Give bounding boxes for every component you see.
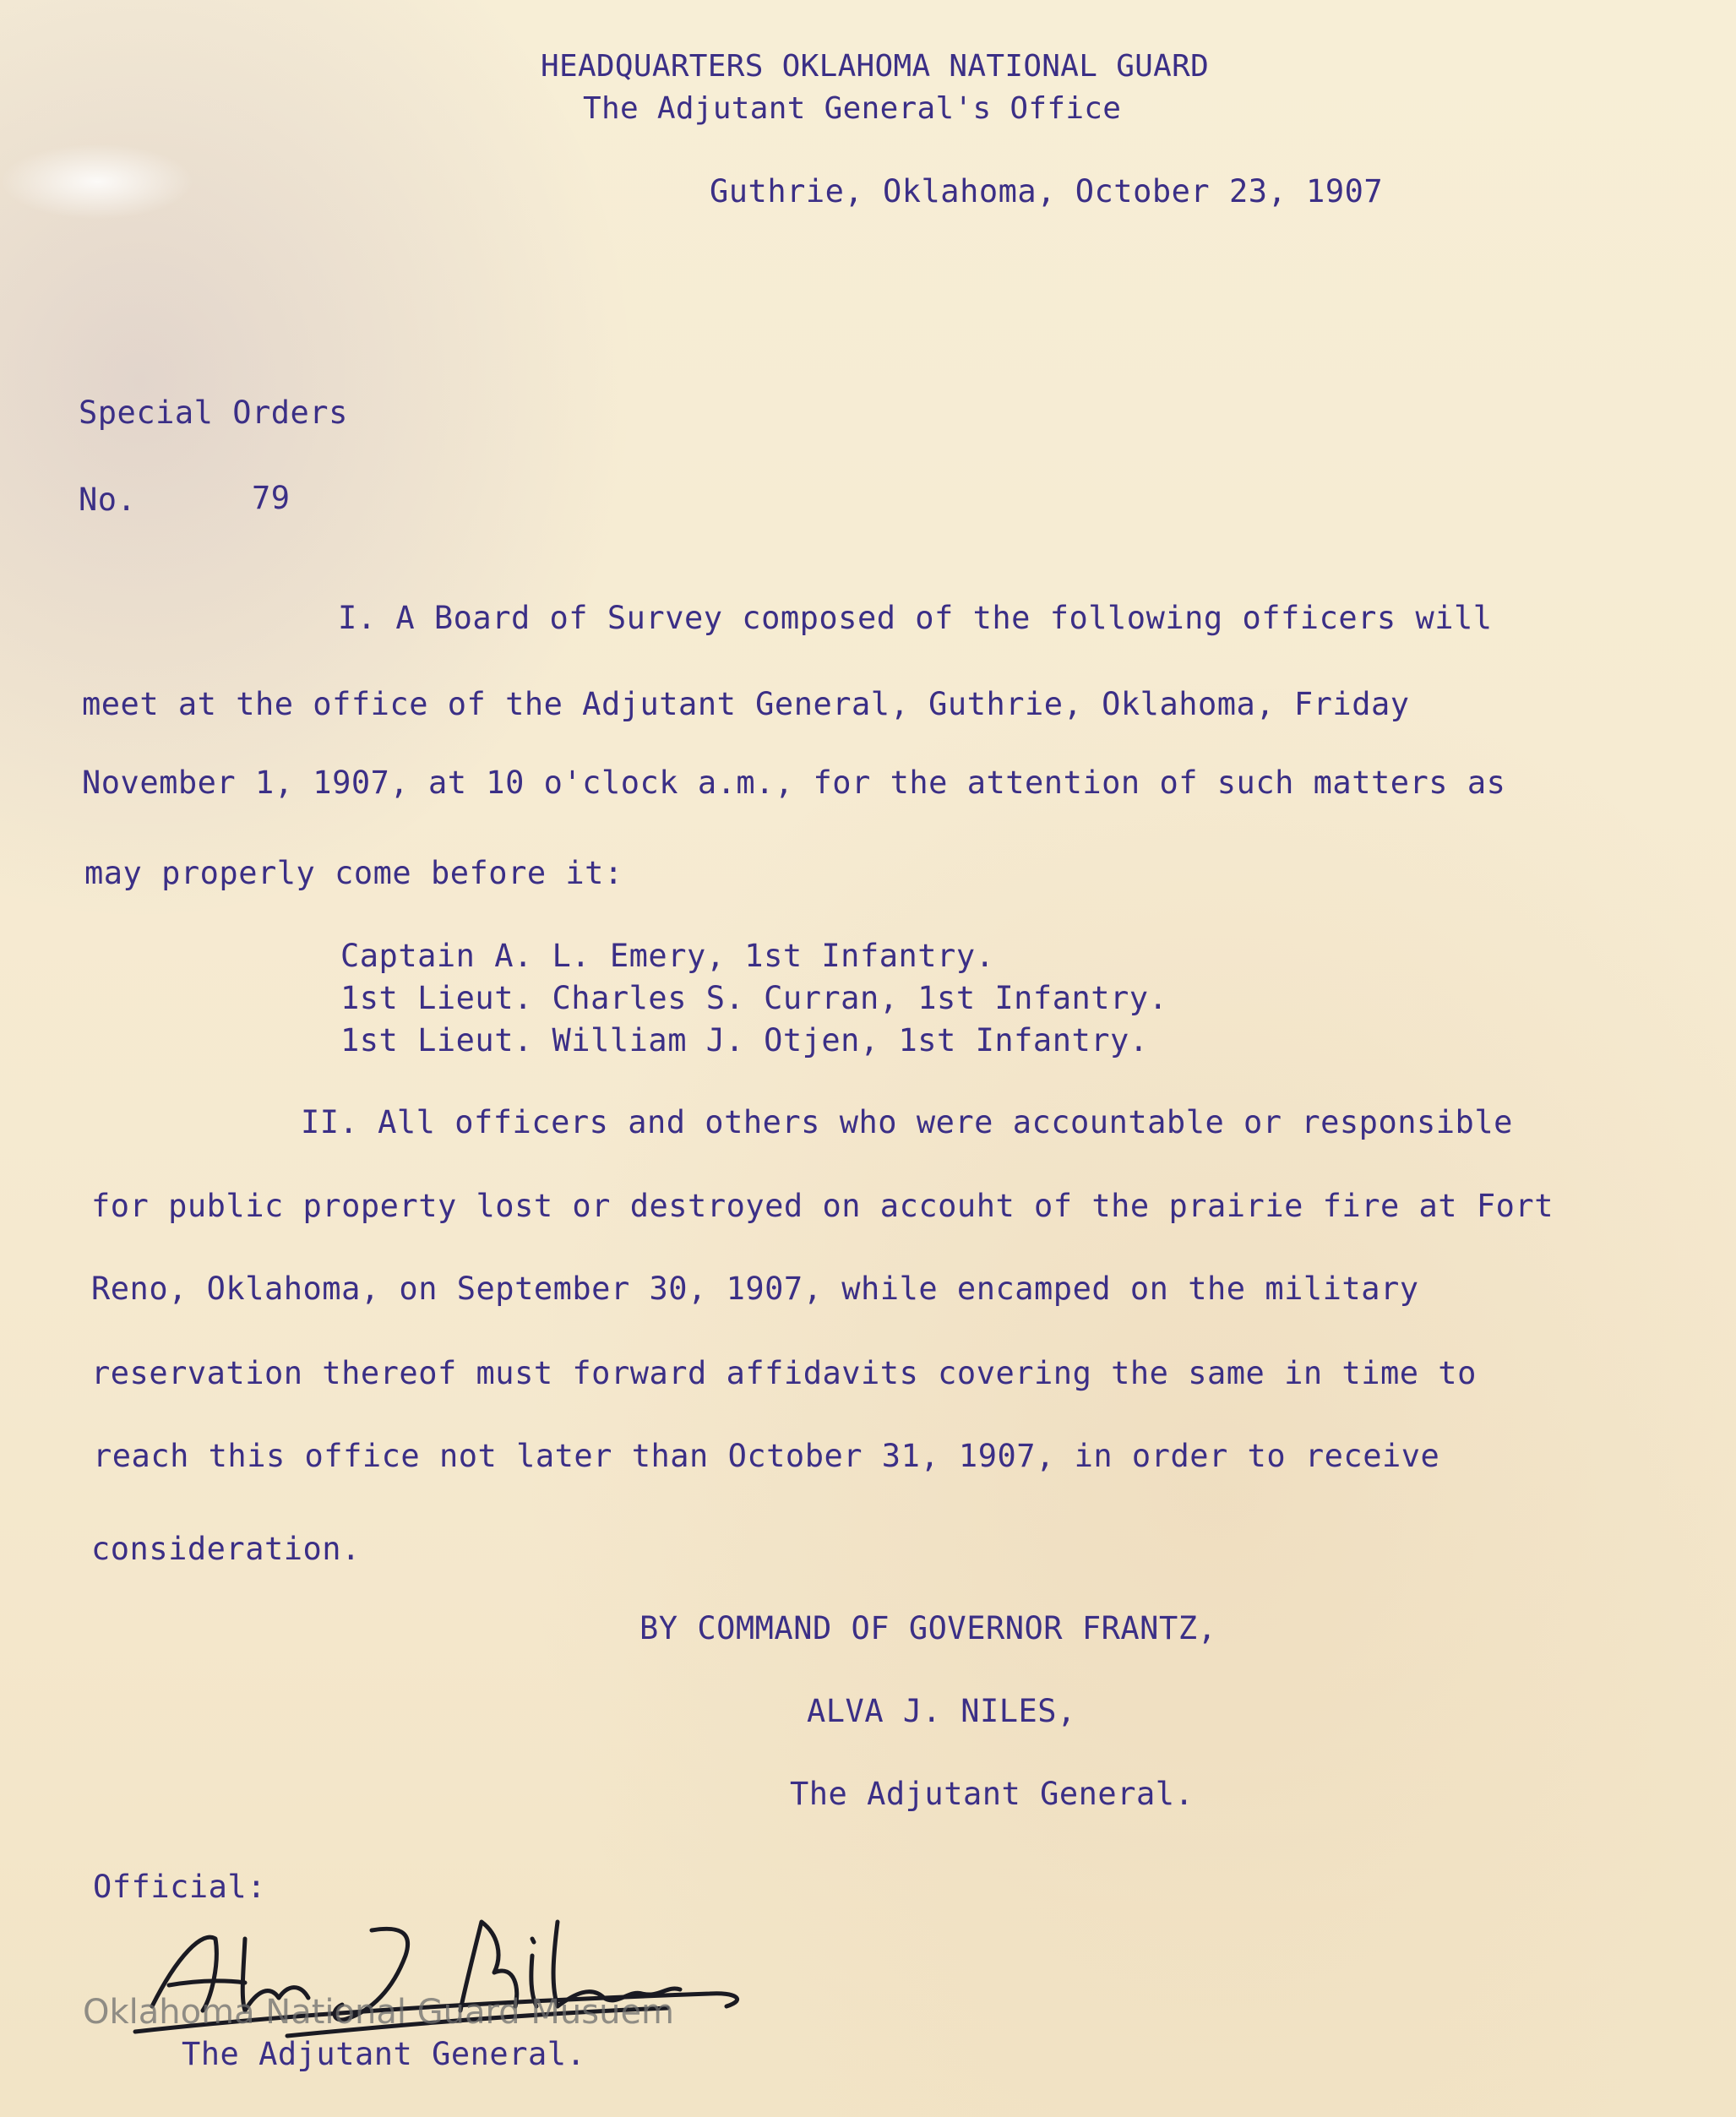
header-line-2: The Adjutant General's Office [583,91,1122,126]
section2-line-5: reach this office not later than October 31, 1907, in order to receive [93,1438,1440,1474]
section1-line-4: may properly come before it: [84,855,623,891]
closing-title: The Adjutant General. [790,1776,1195,1812]
official-label: Official: [93,1869,266,1905]
section2-line-4: reservation thereof must forward affidavits covering the same in time to [91,1355,1477,1391]
closing-name: ALVA J. NILES, [807,1693,1076,1729]
section1-line-1: I. A Board of Survey composed of the following officers will [338,600,1493,636]
section2-line-2: for public property lost or destroyed on accouht of the prairie fire at Fort [91,1188,1554,1224]
orders-number: 79 [252,480,291,516]
section2-line-6: consideration. [91,1531,361,1567]
orders-title: Special Orders [79,395,348,431]
orders-number-label: No. [79,482,137,518]
museum-watermark: Oklahoma National Guard Musuem [83,1993,675,2032]
section2-line-3: Reno, Oklahoma, on September 30, 1907, while encamped on the military [91,1271,1419,1307]
header-line-1: HEADQUARTERS OKLAHOMA NATIONAL GUARD [541,49,1210,84]
paper-stain [0,144,194,220]
section1-line-2: meet at the office of the Adjutant General, Guthrie, Oklahoma, Friday [82,686,1410,722]
closing-command: BY COMMAND OF GOVERNOR FRANTZ, [639,1610,1217,1646]
place-date: Guthrie, Oklahoma, October 23, 1907 [710,173,1384,210]
officer-2: 1st Lieut. Charles S. Curran, 1st Infantry. [340,980,1168,1016]
officer-1: Captain A. L. Emery, 1st Infantry. [340,938,995,974]
section2-line-1: II. All officers and others who were accountable or responsible [301,1104,1513,1140]
section1-line-3: November 1, 1907, at 10 o'clock a.m., for the attention of such matters as [82,765,1506,801]
officer-3: 1st Lieut. William J. Otjen, 1st Infantry. [340,1022,1149,1058]
official-title: The Adjutant General. [182,2036,586,2072]
